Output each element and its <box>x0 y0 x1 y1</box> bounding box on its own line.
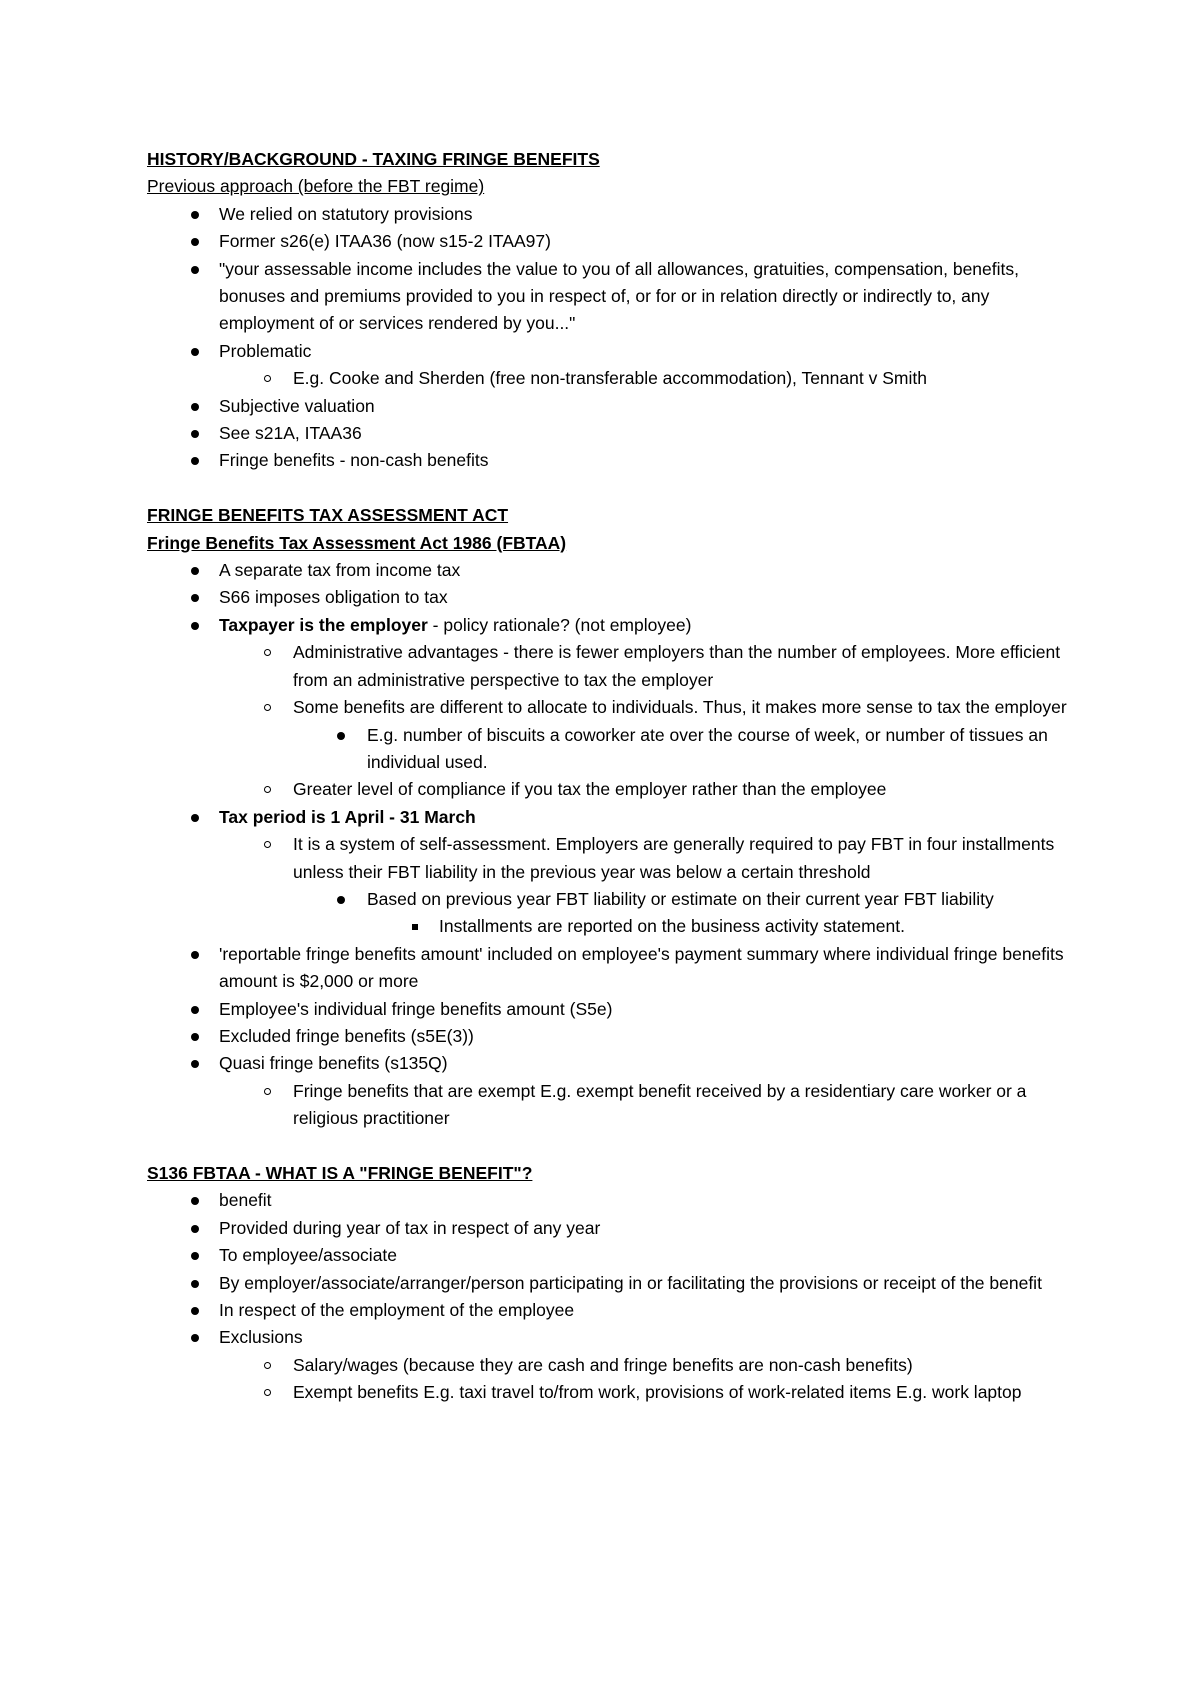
list-item: S66 imposes obligation to tax <box>147 584 1067 611</box>
list-item: Based on previous year FBT liability or estimate on their current year FBT liability <box>147 886 1067 913</box>
list-item: benefit <box>147 1187 1067 1214</box>
circle-bullet-icon <box>257 1352 277 1379</box>
list-item: See s21A, ITAA36 <box>147 420 1067 447</box>
bullet-icon <box>185 1023 205 1050</box>
list-item: Excluded fringe benefits (s5E(3)) <box>147 1023 1067 1050</box>
bullet-icon <box>185 447 205 474</box>
list-item: Administrative advantages - there is fewer employers than the number of employees. More efficient from an administrative perspective to tax the employer <box>147 639 1067 694</box>
list-item: Installments are reported on the business activity statement. <box>147 913 1067 940</box>
circle-bullet-icon <box>257 639 277 666</box>
bullet-icon <box>185 228 205 255</box>
bullet-icon <box>185 1270 205 1297</box>
section-subheading: Fringe Benefits Tax Assessment Act 1986 (FBTAA) <box>147 532 567 553</box>
circle-bullet-icon <box>257 365 277 392</box>
bullet-icon <box>185 420 205 447</box>
bullet-icon <box>331 886 351 913</box>
list-item: To employee/associate <box>147 1242 1067 1269</box>
list-item: Quasi fringe benefits (s135Q) <box>147 1050 1067 1077</box>
list-item: In respect of the employment of the employee <box>147 1297 1067 1324</box>
list-item: "your assessable income includes the value to you of all allowances, gratuities, compensation, benefits, bonuses and premiums provided to you in respect of, or for or in relation directly or indirectly to, any employment of or services rendered by you..." <box>147 256 1067 338</box>
list-item: Salary/wages (because they are cash and fringe benefits are non-cash benefits) <box>147 1352 1067 1379</box>
bullet-icon <box>185 612 205 639</box>
list-item: Exempt benefits E.g. taxi travel to/from work, provisions of work-related items E.g. work laptop <box>147 1379 1067 1406</box>
bullet-icon <box>185 996 205 1023</box>
bullet-icon <box>185 1187 205 1214</box>
circle-bullet-icon <box>257 776 277 803</box>
bullet-icon <box>185 941 205 968</box>
list-item: Former s26(e) ITAA36 (now s15-2 ITAA97) <box>147 228 1067 255</box>
list-item: Exclusions <box>147 1324 1067 1351</box>
bullet-icon <box>185 557 205 584</box>
bullet-icon <box>185 1324 205 1351</box>
list-item: 'reportable fringe benefits amount' included on employee's payment summary where individual fringe benefits amount is $2,000 or more <box>147 941 1067 996</box>
list-item: Problematic <box>147 338 1067 365</box>
bullet-icon <box>185 393 205 420</box>
list-item: Fringe benefits that are exempt E.g. exempt benefit received by a residentiary care worker or a religious practitioner <box>147 1078 1067 1133</box>
bullet-icon <box>185 1297 205 1324</box>
bullet-icon <box>185 804 205 831</box>
list-item: Greater level of compliance if you tax the employer rather than the employee <box>147 776 1067 803</box>
list-item: Employee's individual fringe benefits amount (S5e) <box>147 996 1067 1023</box>
section-subheading: Previous approach (before the FBT regime) <box>147 176 485 197</box>
bullet-icon <box>331 722 351 749</box>
list-item: It is a system of self-assessment. Employers are generally required to pay FBT in four installments unless their FBT liability in the previous year was below a certain threshold <box>147 831 1067 886</box>
bullet-icon <box>185 338 205 365</box>
section-heading: HISTORY/BACKGROUND - TAXING FRINGE BENEFITS <box>147 149 600 169</box>
list-item: By employer/associate/arranger/person participating in or facilitating the provisions or receipt of the benefit <box>147 1270 1067 1297</box>
bullet-icon <box>185 584 205 611</box>
list-item: Taxpayer is the employer - policy rationale? (not employee) <box>147 612 1067 639</box>
bullet-icon <box>185 1050 205 1077</box>
section-heading: S136 FBTAA - WHAT IS A "FRINGE BENEFIT"? <box>147 1163 533 1183</box>
list-item: A separate tax from income tax <box>147 557 1067 584</box>
list-item: Some benefits are different to allocate to individuals. Thus, it makes more sense to tax the employer <box>147 694 1067 721</box>
document-content <box>147 146 1067 1407</box>
bullet-icon <box>185 256 205 283</box>
list-item: Fringe benefits - non-cash benefits <box>147 447 1067 474</box>
circle-bullet-icon <box>257 1078 277 1105</box>
list-item: E.g. Cooke and Sherden (free non-transferable accommodation), Tennant v Smith <box>147 365 1067 392</box>
list-item: Tax period is 1 April - 31 March <box>147 804 1067 831</box>
bullet-icon <box>185 1215 205 1242</box>
list-item: E.g. number of biscuits a coworker ate over the course of week, or number of tissues an individual used. <box>147 722 1067 777</box>
bullet-icon <box>185 1242 205 1269</box>
list-item: Subjective valuation <box>147 393 1067 420</box>
list-item: Provided during year of tax in respect of any year <box>147 1215 1067 1242</box>
bullet-icon <box>185 201 205 228</box>
spacer <box>147 475 1067 502</box>
circle-bullet-icon <box>257 694 277 721</box>
square-bullet-icon <box>405 913 425 940</box>
circle-bullet-icon <box>257 1379 277 1406</box>
circle-bullet-icon <box>257 831 277 858</box>
list-item: We relied on statutory provisions <box>147 201 1067 228</box>
spacer <box>147 1133 1067 1160</box>
section-heading: FRINGE BENEFITS TAX ASSESSMENT ACT <box>147 505 509 526</box>
